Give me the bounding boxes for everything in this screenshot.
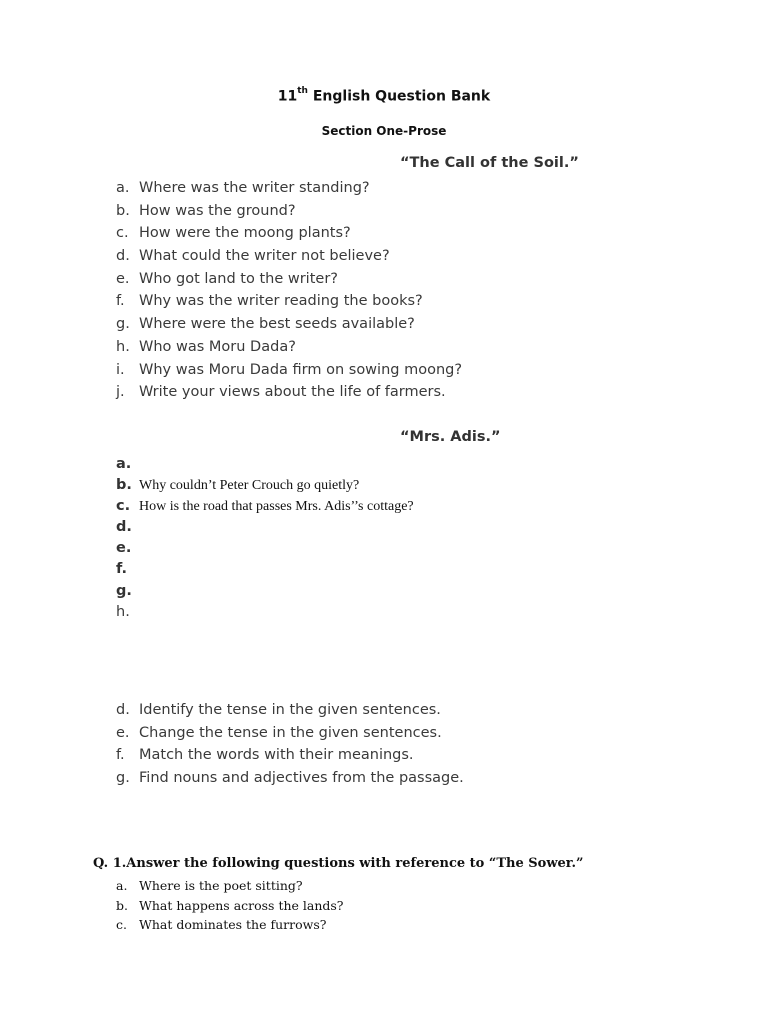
list-item: g. Where were the best seeds available? xyxy=(116,316,415,333)
list-item: c. What dominates the furrows? xyxy=(116,917,327,932)
list-item: b. What happens across the lands? xyxy=(116,897,344,913)
list-item: e. Change the tense in the given sentences. xyxy=(116,724,442,741)
sower-question: Q. 1.Answer the following questions with reference to “The Sower.” xyxy=(93,856,584,871)
list-item: j. Write your views about the life of farmers. xyxy=(116,384,446,401)
list-item: f. Match the words with their meanings. xyxy=(116,747,414,764)
list-item: i. Why was Moru Dada firm on sowing moong? xyxy=(116,361,463,378)
list-item: h. xyxy=(116,603,130,620)
title-superscript: th xyxy=(297,86,308,96)
list-item: b. How was the ground? xyxy=(116,202,296,219)
list-item: g. xyxy=(116,582,132,599)
grammar-list xyxy=(116,699,464,790)
list-item: d. xyxy=(116,519,132,536)
list-item: a. xyxy=(116,456,132,472)
mrs-adis-list xyxy=(116,453,414,622)
call-of-soil-heading: “The Call of the Soil.” xyxy=(400,155,579,171)
list-item: e. Who got land to the writer? xyxy=(116,270,338,287)
list-item: b. Why couldn’t Peter Crouch go quietly? xyxy=(116,477,360,494)
sower-list xyxy=(116,876,344,935)
list-item: c. How is the road that passes Mrs. Adis’’s cottage? xyxy=(116,498,414,515)
list-item: f. Why was the writer reading the books? xyxy=(116,293,423,310)
list-item: g. Find nouns and adjectives from the passage. xyxy=(116,770,464,787)
list-item: c. How were the moong plants? xyxy=(116,225,351,242)
list-item: f. xyxy=(116,561,128,578)
mrs-adis-heading: “Mrs. Adis.” xyxy=(400,429,501,445)
list-item: e. xyxy=(116,540,132,557)
list-item: a. Where was the writer standing? xyxy=(116,180,370,196)
list-item: h. Who was Moru Dada? xyxy=(116,338,296,355)
list-item: d. Identify the tense in the given sentences. xyxy=(116,702,441,718)
call-of-soil-list xyxy=(116,177,462,404)
section-label: Section One-Prose xyxy=(321,124,447,138)
list-item: d. What could the writer not believe? xyxy=(116,248,390,265)
page-title: 11th English Question Bank xyxy=(277,86,491,105)
list-item: a. Where is the poet sitting? xyxy=(116,878,303,893)
